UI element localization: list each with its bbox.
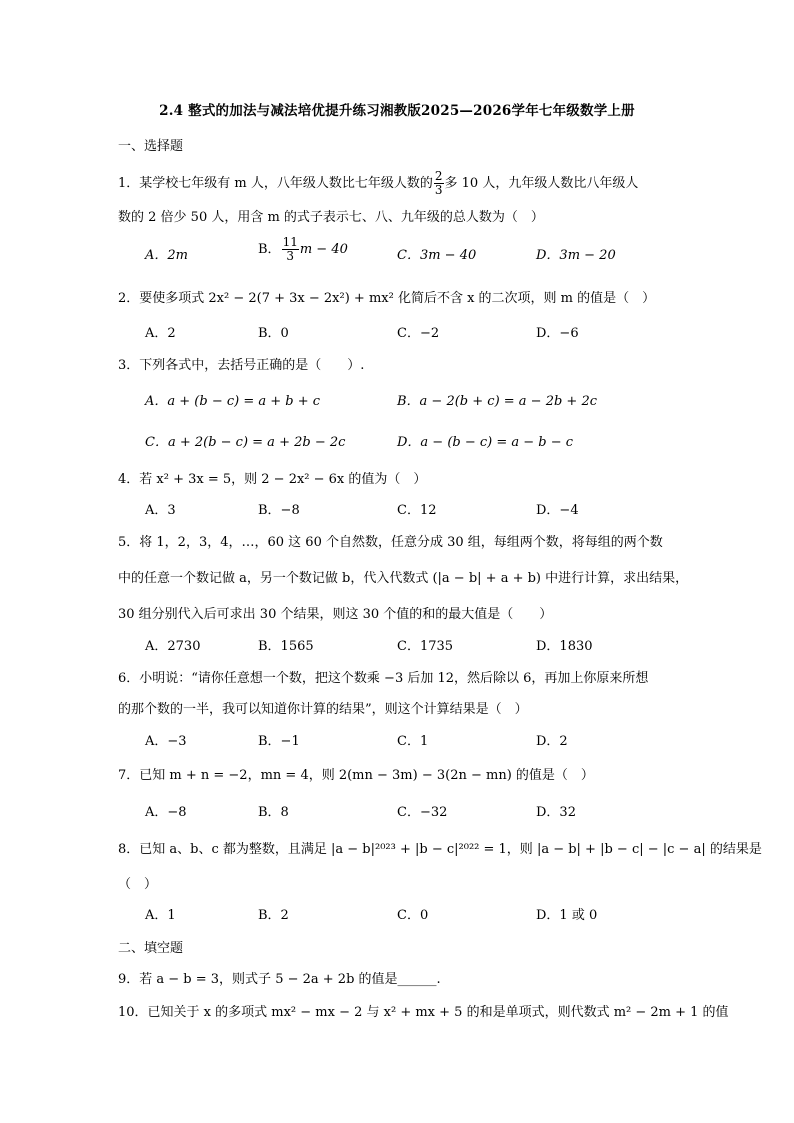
question-8-line-1: 8．已知 a、b、c 都为整数，且满足 |a − b|²⁰²³ + |b − c|²⁰²² = 1，则 |a − b| + |b − c| − |c − a| 的结果是: [118, 842, 762, 857]
q3-option-b[interactable]: B．a − 2(b + c) = a − 2b + 2c: [397, 394, 598, 409]
q5-option-d[interactable]: D．1830: [536, 639, 593, 654]
q2-option-a[interactable]: A．2: [145, 326, 176, 341]
q7-option-d[interactable]: D．32: [536, 805, 576, 820]
question-10-line-1: 10．已知关于 x 的多项式 mx² − mx − 2 与 x² + mx + 5 的和是单项式，则代数式 m² − 2m + 1 的值: [118, 1005, 729, 1020]
q8-option-a[interactable]: A．1: [145, 908, 176, 923]
section-heading-choice: 一、选择题: [118, 139, 184, 154]
q1-option-a[interactable]: A．2m: [145, 248, 188, 263]
q4-option-b[interactable]: B．−8: [258, 503, 300, 518]
q2-option-d[interactable]: D．−6: [536, 326, 579, 341]
q5-option-c[interactable]: C．1735: [397, 639, 454, 654]
question-2-line-1: 2．要使多项式 2x² − 2(7 + 3x − 2x²) + mx² 化简后不含 x 的二次项，则 m 的值是（ ）: [118, 291, 656, 306]
question-9-line-1: 9．若 a − b = 3，则式子 5 − 2a + 2b 的值是______.: [118, 972, 441, 987]
q3-option-d[interactable]: D．a − (b − c) = a − b − c: [397, 435, 574, 450]
question-6-line-2: 的那个数的一半，我可以知道你计算的结果”，则这个计算结果是（ ）: [118, 702, 528, 717]
q3-option-a[interactable]: A．a + (b − c) = a + b + c: [145, 394, 321, 409]
question-1-line-1: 1．某学校七年级有 m 人，八年级人数比七年级人数的 $\frac{2}{3}$ 多 10 人，九年级人数比八年级人: [118, 169, 639, 197]
section-heading-fill: 二、填空题: [118, 941, 184, 956]
question-6-line-1: 6．小明说：“请你任意想一个数，把这个数乘 −3 后加 12，然后除以 6，再加上你原来所想: [118, 671, 649, 686]
question-3-line-1: 3．下列各式中，去括号正确的是（ ）.: [118, 358, 365, 373]
q6-option-c[interactable]: C．1: [397, 734, 429, 749]
question-8-line-2: （ ）: [118, 877, 158, 892]
question-5-line-3: 30 组分别代入后可求出 30 个结果，则这 30 个值的和的最大值是（ ）: [118, 607, 553, 622]
q4-option-d[interactable]: D．−4: [536, 503, 579, 518]
question-1-line-2: 数的 2 倍少 50 人，用含 m 的式子表示七、八、九年级的总人数为（ ）: [118, 210, 544, 225]
q6-option-b[interactable]: B．−1: [258, 734, 300, 749]
q2-option-c[interactable]: C．−2: [397, 326, 440, 341]
fraction-two-thirds: $\frac{2}{3}$: [434, 169, 443, 197]
q6-option-d[interactable]: D．2: [536, 734, 568, 749]
question-4-line-1: 4．若 x² + 3x = 5，则 2 − 2x² − 6x 的值为（ ）: [118, 472, 427, 487]
q1-option-b[interactable]: B． $\frac{11}{3}$ m − 40: [258, 235, 348, 263]
question-5-line-1: 5．将 1，2，3，4，…，60 这 60 个自然数，任意分成 30 组，每组两个数，将每组的两个数: [118, 535, 663, 550]
q6-option-a[interactable]: A．−3: [145, 734, 187, 749]
q5-option-a[interactable]: A．2730: [145, 639, 201, 654]
q1-option-d[interactable]: D．3m − 20: [536, 248, 616, 263]
q1-option-c[interactable]: C．3m − 40: [397, 248, 477, 263]
q8-option-c[interactable]: C．0: [397, 908, 429, 923]
q4-option-a[interactable]: A．3: [145, 503, 176, 518]
q8-option-b[interactable]: B．2: [258, 908, 289, 923]
fraction-eleven-thirds: $\frac{11}{3}$: [282, 235, 298, 263]
question-5-line-2: 中的任意一个数记做 a，另一个数记做 b，代入代数式 (|a − b| + a + b) 中进行计算，求出结果，: [118, 571, 689, 586]
q3-option-c[interactable]: C．a + 2(b − c) = a + 2b − 2c: [145, 435, 346, 450]
question-7-line-1: 7．已知 m + n = −2，mn = 4，则 2(mn − 3m) − 3(2n − mn) 的值是（ ）: [118, 768, 594, 783]
q5-option-b[interactable]: B．1565: [258, 639, 314, 654]
q2-option-b[interactable]: B．0: [258, 326, 289, 341]
q4-option-c[interactable]: C．12: [397, 503, 437, 518]
q7-option-b[interactable]: B．8: [258, 805, 289, 820]
q8-option-d[interactable]: D．1 或 0: [536, 908, 598, 923]
q7-option-a[interactable]: A．−8: [145, 805, 187, 820]
page-title: 2.4 整式的加法与减法培优提升练习湘教版2025—2026学年七年级数学上册: [159, 103, 635, 119]
q7-option-c[interactable]: C．−32: [397, 805, 448, 820]
